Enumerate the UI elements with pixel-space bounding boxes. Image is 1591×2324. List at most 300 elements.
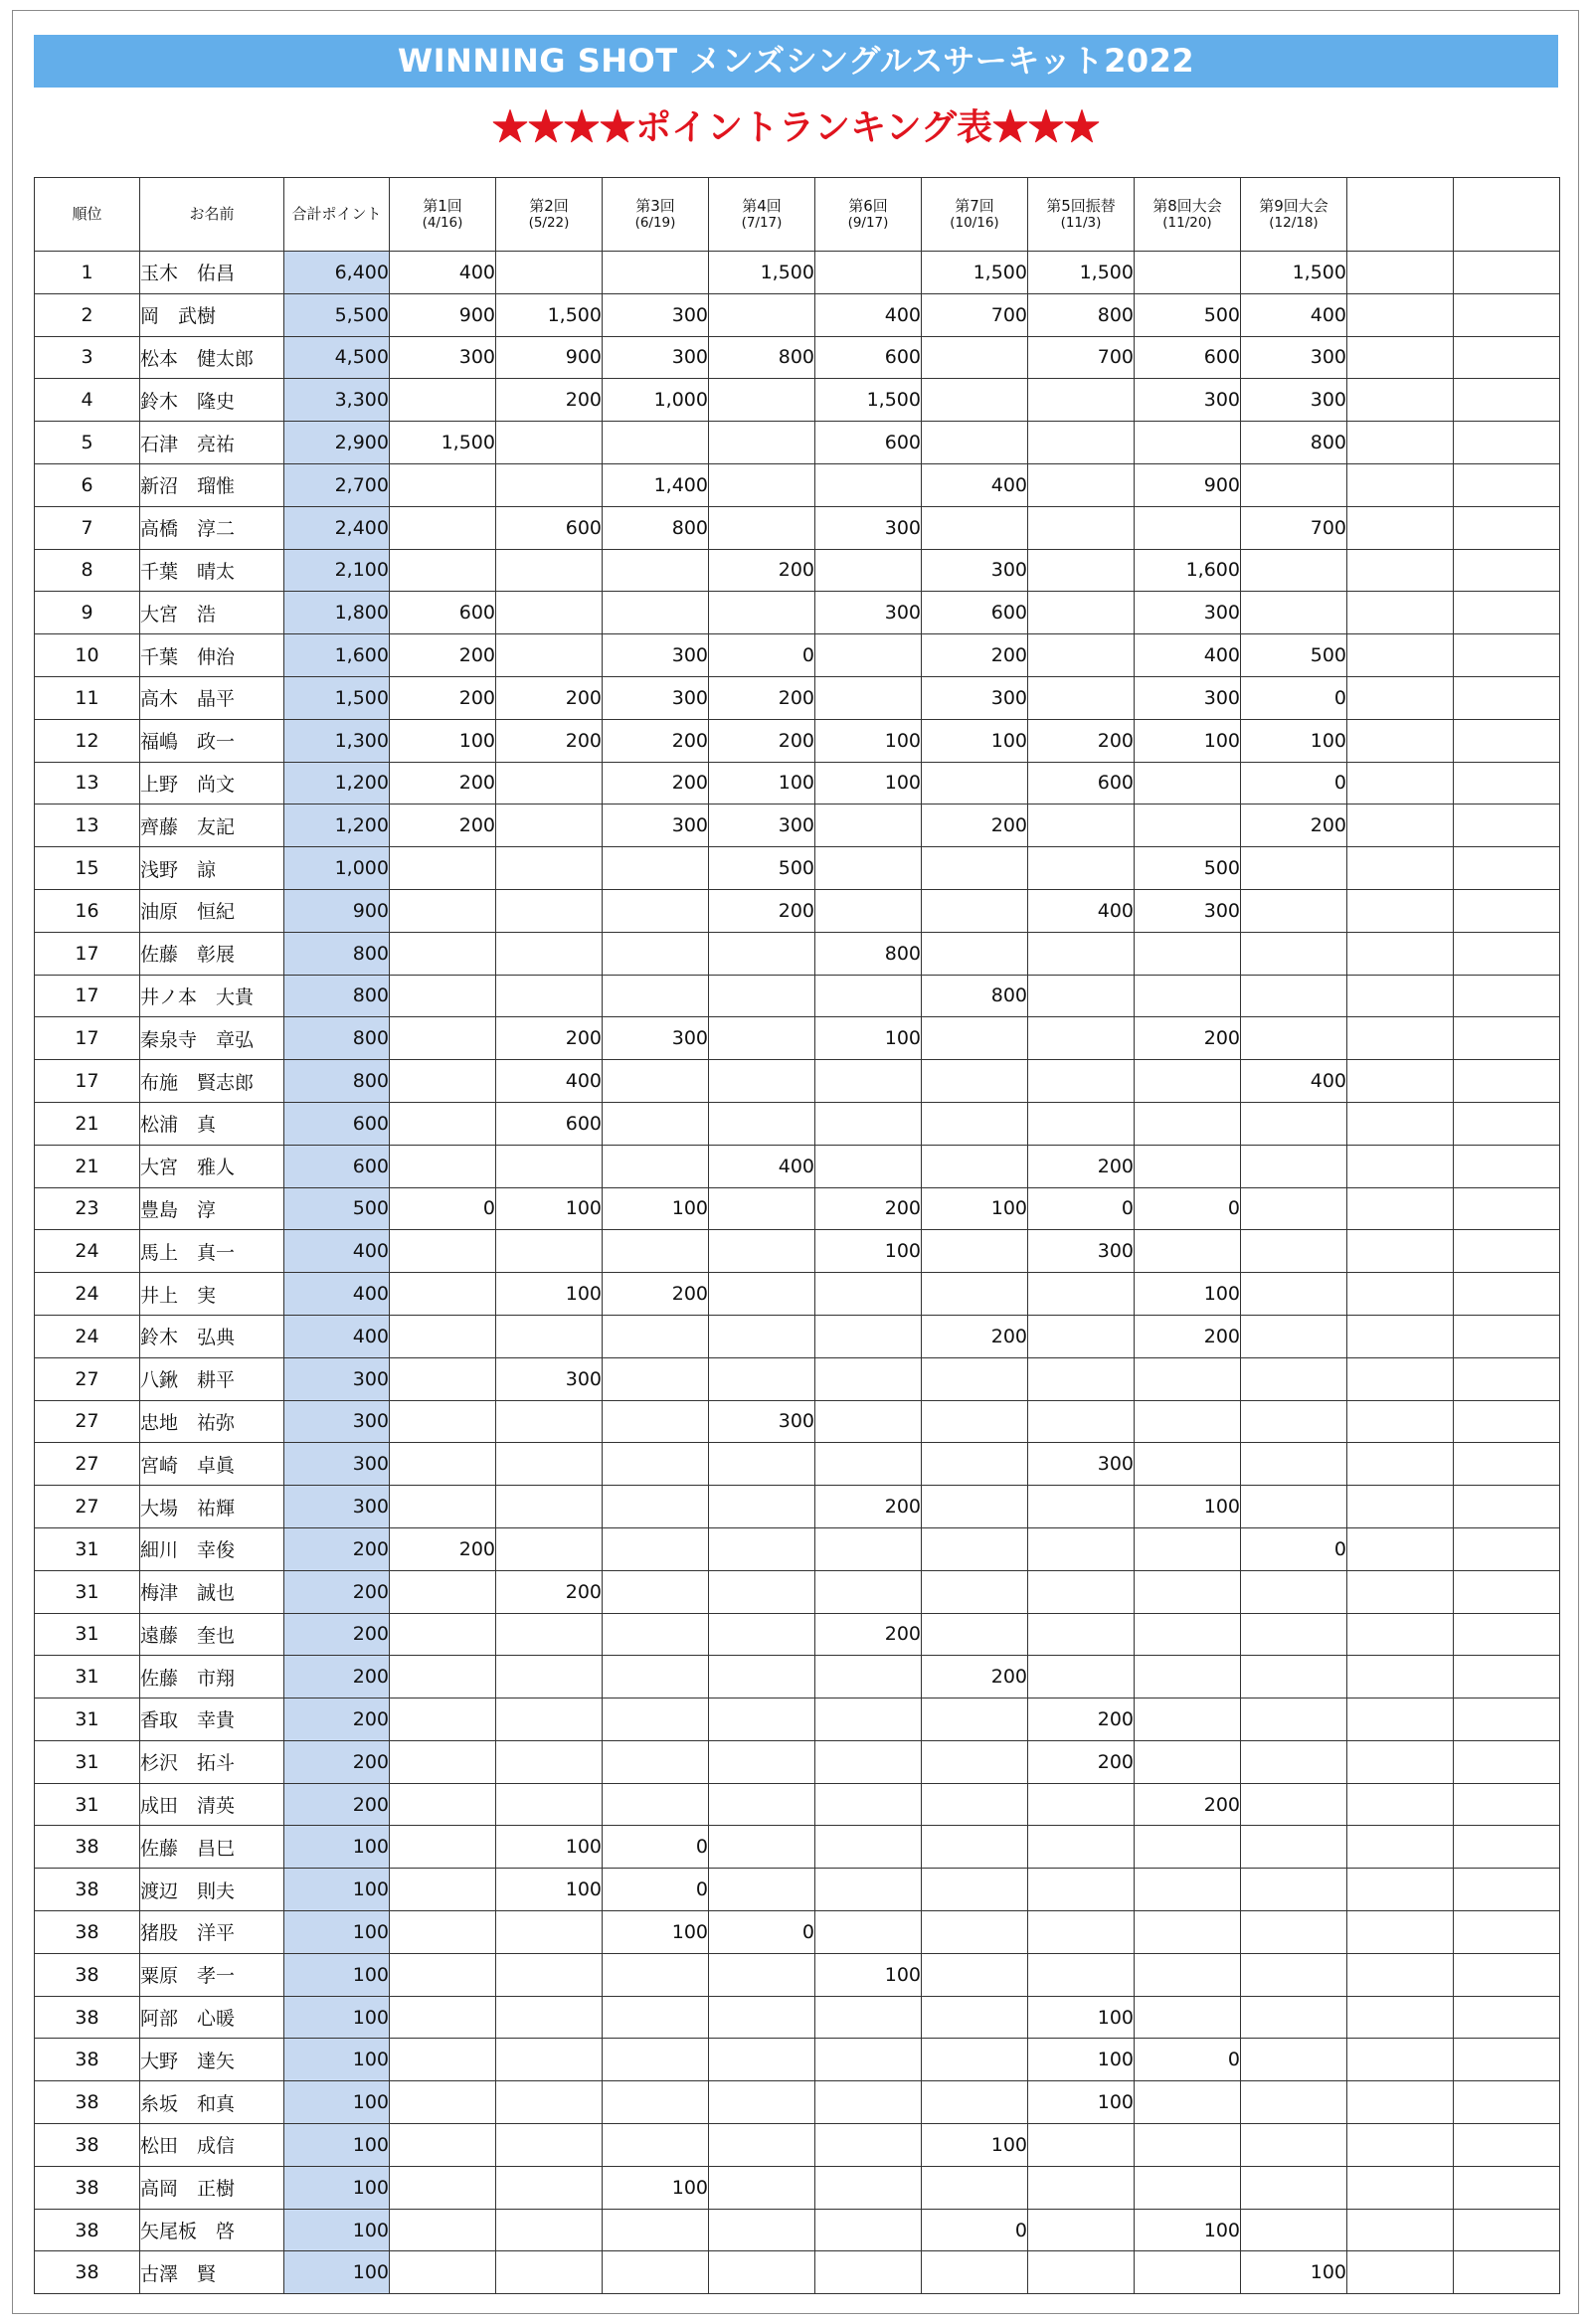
total-points-cell: 1,300: [284, 719, 390, 762]
player-name-cell: 忠地 祐弥: [140, 1400, 284, 1443]
event-points-cell: [496, 1145, 603, 1187]
event-points-cell: [603, 2251, 709, 2294]
event-points-cell: [496, 1443, 603, 1486]
event-points-cell: 200: [1241, 804, 1347, 847]
event-points-cell: 800: [1028, 293, 1135, 336]
player-name-cell: 香取 幸貴: [140, 1698, 284, 1741]
rank-cell: 15: [35, 847, 140, 890]
event-points-cell: [709, 1443, 815, 1486]
header-total: 合計ポイント: [284, 178, 390, 252]
event-points-cell: [1347, 1570, 1454, 1613]
event-points-cell: 200: [496, 379, 603, 422]
event-points-cell: [815, 847, 922, 890]
event-points-cell: [922, 336, 1028, 379]
event-points-cell: [815, 1102, 922, 1145]
event-points-cell: [815, 2081, 922, 2124]
player-name-cell: 大宮 浩: [140, 592, 284, 634]
player-name-cell: 高木 晶平: [140, 676, 284, 719]
player-name-cell: 梅津 誠也: [140, 1570, 284, 1613]
event-points-cell: [603, 1996, 709, 2039]
rank-cell: 31: [35, 1527, 140, 1570]
event-points-cell: 100: [603, 1187, 709, 1230]
event-points-cell: [1241, 1187, 1347, 1230]
rank-cell: 17: [35, 932, 140, 975]
event-points-cell: [603, 2039, 709, 2081]
event-points-cell: [709, 2124, 815, 2167]
table-row: [35, 1613, 1560, 1656]
event-points-cell: 300: [922, 676, 1028, 719]
event-points-cell: [496, 2251, 603, 2294]
event-points-cell: 300: [1135, 889, 1241, 932]
event-points-cell: [603, 252, 709, 294]
rank-cell: 38: [35, 2251, 140, 2294]
rank-cell: 31: [35, 1698, 140, 1741]
event-points-cell: 1,500: [922, 252, 1028, 294]
table-row: [35, 252, 1560, 294]
event-points-cell: [1347, 634, 1454, 677]
player-name-cell: 福嶋 政一: [140, 719, 284, 762]
total-points-cell: 1,200: [284, 804, 390, 847]
event-points-cell: 700: [1241, 506, 1347, 549]
event-points-cell: [922, 762, 1028, 804]
rank-cell: 8: [35, 549, 140, 592]
total-points-cell: 100: [284, 2039, 390, 2081]
table-row: [35, 676, 1560, 719]
player-name-cell: 松田 成信: [140, 2124, 284, 2167]
event-points-cell: 400: [1028, 889, 1135, 932]
total-points-cell: 100: [284, 2209, 390, 2251]
event-points-cell: [922, 1613, 1028, 1656]
event-points-cell: [603, 1060, 709, 1103]
event-points-cell: [709, 1060, 815, 1103]
table-row: [35, 1996, 1560, 2039]
rank-cell: 38: [35, 1996, 140, 2039]
player-name-cell: 猪股 洋平: [140, 1911, 284, 1954]
event-points-cell: [1347, 1656, 1454, 1698]
rank-cell: 11: [35, 676, 140, 719]
event-points-cell: [815, 634, 922, 677]
event-points-cell: [1347, 1826, 1454, 1869]
header-event-date: (10/16): [950, 215, 999, 232]
event-points-cell: 1,500: [496, 293, 603, 336]
event-points-cell: [496, 1315, 603, 1357]
event-points-cell: [1347, 1102, 1454, 1145]
event-points-cell: [496, 1953, 603, 1996]
table-row: [35, 1869, 1560, 1911]
event-points-cell: 100: [1028, 1996, 1135, 2039]
event-points-cell: 300: [1028, 1443, 1135, 1486]
player-name-cell: 阿部 心暖: [140, 1996, 284, 2039]
event-points-cell: 100: [815, 1017, 922, 1060]
event-points-cell: [603, 1443, 709, 1486]
event-points-cell: [1347, 379, 1454, 422]
player-name-cell: 大場 祐輝: [140, 1486, 284, 1528]
event-points-cell: [496, 975, 603, 1017]
event-points-cell: [603, 1527, 709, 1570]
event-points-cell: [709, 1187, 815, 1230]
total-points-cell: 100: [284, 1953, 390, 1996]
header-event-4: [709, 178, 815, 252]
event-points-cell: [1454, 889, 1560, 932]
event-points-cell: [1028, 549, 1135, 592]
header-event-label: 第4回: [742, 196, 782, 215]
event-points-cell: [1028, 975, 1135, 1017]
event-points-cell: [1454, 1953, 1560, 1996]
player-name-cell: 宮崎 卓眞: [140, 1443, 284, 1486]
event-points-cell: [815, 1527, 922, 1570]
header-event-label: 第3回: [635, 196, 675, 215]
event-points-cell: 600: [1135, 336, 1241, 379]
rank-cell: 9: [35, 592, 140, 634]
event-points-cell: [603, 1486, 709, 1528]
event-points-cell: 300: [1028, 1230, 1135, 1273]
event-points-cell: [1454, 252, 1560, 294]
event-points-cell: 200: [815, 1613, 922, 1656]
event-points-cell: [922, 1443, 1028, 1486]
event-points-cell: [1347, 549, 1454, 592]
header-event-3: [603, 178, 709, 252]
event-points-cell: [1135, 1443, 1241, 1486]
event-points-cell: [709, 2081, 815, 2124]
event-points-cell: 300: [496, 1357, 603, 1400]
event-points-cell: 1,500: [815, 379, 922, 422]
event-points-cell: [390, 975, 496, 1017]
event-points-cell: [1135, 1869, 1241, 1911]
event-points-cell: [1135, 1357, 1241, 1400]
event-points-cell: [1347, 1017, 1454, 1060]
player-name-cell: 高岡 正樹: [140, 2166, 284, 2209]
event-points-cell: 100: [815, 762, 922, 804]
event-points-cell: [1454, 1060, 1560, 1103]
player-name-cell: 矢尾板 啓: [140, 2209, 284, 2251]
event-points-cell: [709, 1527, 815, 1570]
event-points-cell: [496, 2124, 603, 2167]
event-points-cell: [1241, 1230, 1347, 1273]
total-points-cell: 100: [284, 1996, 390, 2039]
event-points-cell: [815, 1869, 922, 1911]
header-event-date: (5/22): [528, 215, 570, 232]
event-points-cell: 200: [603, 762, 709, 804]
table-row: [35, 889, 1560, 932]
total-points-cell: 4,500: [284, 336, 390, 379]
event-points-cell: 100: [1135, 719, 1241, 762]
event-points-cell: [815, 1740, 922, 1783]
table-row: [35, 1698, 1560, 1741]
rank-cell: 38: [35, 2209, 140, 2251]
event-points-cell: [1028, 2166, 1135, 2209]
player-name-cell: 遠藤 奎也: [140, 1613, 284, 1656]
header-event-10: [1347, 178, 1454, 252]
event-points-cell: 0: [603, 1869, 709, 1911]
table-row: [35, 1315, 1560, 1357]
event-points-cell: [922, 1017, 1028, 1060]
table-row: [35, 634, 1560, 677]
event-points-cell: [815, 1400, 922, 1443]
event-points-cell: [496, 1400, 603, 1443]
event-points-cell: [1347, 1230, 1454, 1273]
event-points-cell: [496, 1783, 603, 1826]
event-points-cell: [496, 932, 603, 975]
event-points-cell: [1028, 1527, 1135, 1570]
rank-cell: 38: [35, 1826, 140, 1869]
rank-cell: 23: [35, 1187, 140, 1230]
event-points-cell: [922, 422, 1028, 464]
event-points-cell: [1347, 2039, 1454, 2081]
event-points-cell: 500: [1135, 847, 1241, 890]
event-points-cell: [496, 1613, 603, 1656]
event-points-cell: 100: [496, 1273, 603, 1316]
event-points-cell: 100: [922, 719, 1028, 762]
event-points-cell: [1454, 1017, 1560, 1060]
event-points-cell: [390, 379, 496, 422]
event-points-cell: [922, 1527, 1028, 1570]
header-event-label: 第1回: [423, 196, 462, 215]
event-points-cell: 300: [922, 549, 1028, 592]
event-points-cell: [1241, 2124, 1347, 2167]
rank-cell: 31: [35, 1613, 140, 1656]
table-row: [35, 1443, 1560, 1486]
event-points-cell: [390, 1230, 496, 1273]
table-row: [35, 1826, 1560, 1869]
header-row: [35, 178, 1560, 252]
event-points-cell: 600: [390, 592, 496, 634]
event-points-cell: [1347, 1273, 1454, 1316]
event-points-cell: [1347, 1315, 1454, 1357]
event-points-cell: [709, 1273, 815, 1316]
event-points-cell: [1454, 1187, 1560, 1230]
event-points-cell: [1454, 506, 1560, 549]
player-name-cell: 石津 亮祐: [140, 422, 284, 464]
event-points-cell: [709, 1698, 815, 1741]
table-row: [35, 1656, 1560, 1698]
event-points-cell: 200: [709, 549, 815, 592]
event-points-cell: [390, 463, 496, 506]
rank-cell: 31: [35, 1656, 140, 1698]
event-points-cell: [1454, 1443, 1560, 1486]
table-row: [35, 1102, 1560, 1145]
event-points-cell: [390, 1613, 496, 1656]
event-points-cell: [1028, 1783, 1135, 1826]
total-points-cell: 200: [284, 1698, 390, 1741]
event-points-cell: 200: [496, 1570, 603, 1613]
event-points-cell: [603, 975, 709, 1017]
event-points-cell: [1135, 1698, 1241, 1741]
event-points-cell: [1347, 1400, 1454, 1443]
event-points-cell: [815, 1783, 922, 1826]
rank-cell: 3: [35, 336, 140, 379]
event-points-cell: [815, 549, 922, 592]
event-points-cell: [1241, 1443, 1347, 1486]
event-points-cell: [1135, 506, 1241, 549]
event-points-cell: [922, 1060, 1028, 1103]
event-points-cell: [390, 1443, 496, 1486]
header-event-date: (11/20): [1162, 215, 1212, 232]
player-name-cell: 古澤 賢: [140, 2251, 284, 2294]
event-points-cell: [603, 1698, 709, 1741]
event-points-cell: 200: [1028, 1740, 1135, 1783]
event-points-cell: [1347, 804, 1454, 847]
event-points-cell: 500: [1135, 293, 1241, 336]
event-points-cell: [1135, 252, 1241, 294]
rank-cell: 4: [35, 379, 140, 422]
event-points-cell: 300: [603, 634, 709, 677]
event-points-cell: [1347, 506, 1454, 549]
event-points-cell: [815, 1996, 922, 2039]
event-points-cell: [709, 379, 815, 422]
total-points-cell: 1,200: [284, 762, 390, 804]
event-points-cell: 400: [1241, 293, 1347, 336]
event-points-cell: [1454, 293, 1560, 336]
event-points-cell: [603, 1613, 709, 1656]
event-points-cell: [390, 2251, 496, 2294]
total-points-cell: 200: [284, 1783, 390, 1826]
total-points-cell: 1,600: [284, 634, 390, 677]
table-row: [35, 1017, 1560, 1060]
event-points-cell: 700: [922, 293, 1028, 336]
event-points-cell: [1347, 2209, 1454, 2251]
event-points-cell: 800: [922, 975, 1028, 1017]
event-points-cell: 200: [815, 1187, 922, 1230]
event-points-cell: [709, 1570, 815, 1613]
total-points-cell: 100: [284, 1869, 390, 1911]
event-points-cell: 400: [390, 252, 496, 294]
event-points-cell: [1241, 1826, 1347, 1869]
event-points-cell: [1454, 2166, 1560, 2209]
event-points-cell: [1454, 336, 1560, 379]
total-points-cell: 6,400: [284, 252, 390, 294]
event-points-cell: [1454, 1527, 1560, 1570]
event-points-cell: 0: [1241, 676, 1347, 719]
table-row: [35, 1230, 1560, 1273]
event-points-cell: [1028, 1570, 1135, 1613]
player-name-cell: 井上 実: [140, 1273, 284, 1316]
event-points-cell: 100: [922, 1187, 1028, 1230]
event-points-cell: [1454, 1783, 1560, 1826]
event-points-cell: [1347, 336, 1454, 379]
event-points-cell: [1241, 1783, 1347, 1826]
event-points-cell: 1,000: [603, 379, 709, 422]
event-points-cell: 200: [1028, 1698, 1135, 1741]
event-points-cell: [390, 847, 496, 890]
table-row: [35, 506, 1560, 549]
event-points-cell: [1241, 1869, 1347, 1911]
event-points-cell: [603, 2209, 709, 2251]
event-points-cell: [1347, 1911, 1454, 1954]
event-points-cell: [922, 1783, 1028, 1826]
event-points-cell: [922, 932, 1028, 975]
rank-cell: 24: [35, 1315, 140, 1357]
player-name-cell: 大宮 雅人: [140, 1145, 284, 1187]
event-points-cell: 300: [1241, 336, 1347, 379]
event-points-cell: [1454, 1613, 1560, 1656]
event-points-cell: 0: [390, 1187, 496, 1230]
rank-cell: 24: [35, 1273, 140, 1316]
event-points-cell: [1028, 1102, 1135, 1145]
event-points-cell: [496, 2166, 603, 2209]
event-points-cell: [1454, 1698, 1560, 1741]
event-points-cell: [1347, 1486, 1454, 1528]
event-points-cell: 200: [1028, 1145, 1135, 1187]
rank-cell: 21: [35, 1145, 140, 1187]
event-points-cell: [1454, 932, 1560, 975]
event-points-cell: [1347, 293, 1454, 336]
event-points-cell: [390, 1783, 496, 1826]
event-points-cell: [709, 2251, 815, 2294]
event-points-cell: [922, 1145, 1028, 1187]
event-points-cell: [709, 1783, 815, 1826]
event-points-cell: [1454, 1826, 1560, 1869]
event-points-cell: 100: [1135, 2209, 1241, 2251]
event-points-cell: [496, 549, 603, 592]
event-points-cell: [709, 506, 815, 549]
event-points-cell: 300: [603, 293, 709, 336]
event-points-cell: [1135, 2166, 1241, 2209]
event-points-cell: 600: [1028, 762, 1135, 804]
table-row: [35, 549, 1560, 592]
event-points-cell: [1347, 1527, 1454, 1570]
rank-cell: 17: [35, 1060, 140, 1103]
event-points-cell: [1241, 932, 1347, 975]
event-points-cell: [390, 1017, 496, 1060]
event-points-cell: 0: [1135, 2039, 1241, 2081]
player-name-cell: 大野 達矢: [140, 2039, 284, 2081]
rank-cell: 21: [35, 1102, 140, 1145]
event-points-cell: [390, 1400, 496, 1443]
event-points-cell: [603, 1783, 709, 1826]
event-points-cell: [603, 1400, 709, 1443]
total-points-cell: 2,900: [284, 422, 390, 464]
event-points-cell: 200: [496, 1017, 603, 1060]
event-points-cell: [390, 1953, 496, 1996]
event-points-cell: [1454, 1869, 1560, 1911]
total-points-cell: 5,500: [284, 293, 390, 336]
event-points-cell: 300: [603, 1017, 709, 1060]
event-points-cell: [922, 1102, 1028, 1145]
event-points-cell: [1347, 592, 1454, 634]
event-points-cell: [1028, 1357, 1135, 1400]
event-points-cell: [1347, 1187, 1454, 1230]
total-points-cell: 300: [284, 1443, 390, 1486]
event-points-cell: [603, 1102, 709, 1145]
rank-cell: 17: [35, 1017, 140, 1060]
event-points-cell: 300: [603, 336, 709, 379]
rank-cell: 38: [35, 1953, 140, 1996]
event-points-cell: [496, 1527, 603, 1570]
event-points-cell: [390, 1656, 496, 1698]
rank-cell: 38: [35, 1911, 140, 1954]
event-points-cell: [709, 1357, 815, 1400]
total-points-cell: 1,000: [284, 847, 390, 890]
event-points-cell: [1241, 2081, 1347, 2124]
total-points-cell: 500: [284, 1187, 390, 1230]
event-points-cell: 200: [922, 1656, 1028, 1698]
event-points-cell: [1347, 1698, 1454, 1741]
event-points-cell: [1241, 1273, 1347, 1316]
event-points-cell: [1028, 1060, 1135, 1103]
event-points-cell: [1454, 1996, 1560, 2039]
event-points-cell: [1028, 1869, 1135, 1911]
event-points-cell: [1454, 2251, 1560, 2294]
rank-cell: 31: [35, 1740, 140, 1783]
event-points-cell: [603, 422, 709, 464]
event-points-cell: [390, 1486, 496, 1528]
header-event-11: [1454, 178, 1560, 252]
rank-cell: 38: [35, 2081, 140, 2124]
total-points-cell: 400: [284, 1315, 390, 1357]
player-name-cell: 千葉 伸治: [140, 634, 284, 677]
table-row: [35, 1486, 1560, 1528]
event-points-cell: [1135, 762, 1241, 804]
